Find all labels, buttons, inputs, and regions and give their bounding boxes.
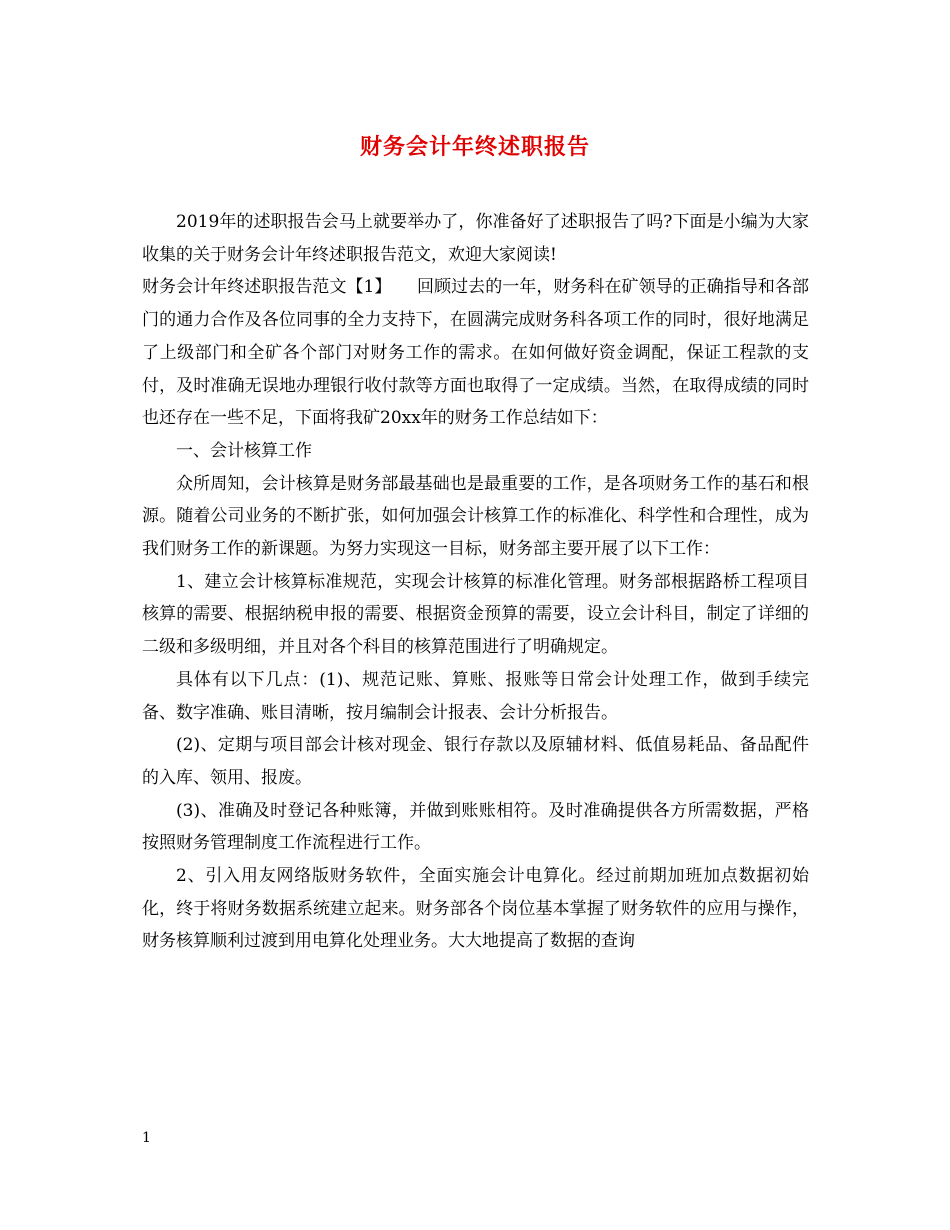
document-title: 财务会计年终述职报告 — [359, 134, 590, 160]
section-heading-accounting: 一、会计核算工作 — [176, 440, 312, 461]
page-number: 1 — [142, 1130, 151, 1146]
paragraph-item-2: 2、引入用友网络版财务软件，全面实施会计电算化。经过前期加班加点数据初始化，终于将财务数据系统建立起来。财务部各个岗位基本掌握了财务软件的应用与操作，财务核算顺利过渡到用电算化处理业务。大大地提高了数据的查询 — [142, 866, 809, 952]
paragraph-point-3: (3)、准确及时登记各种账簿，并做到账账相符。及时准确提供各方所需数据，严格按照财务管理制度工作流程进行工作。 — [142, 800, 809, 854]
paragraph-review: 财务会计年终述职报告范文【1】 回顾过去的一年，财务科在矿领导的正确指导和各部门的通力合作及各位同事的全力支持下，在圆满完成财务科各项工作的同时，很好地满足了上级部门和全矿各个部门对财务工作的需求。在如何做好资金调配，保证工程款的支付，及时准确无误地办理银行收付款等方面也取得了一定成绩。当然，在取得成绩的同时也还存在一些不足，下面将我矿20xx年的财务工作总结如下： — [142, 277, 809, 429]
paragraph-details: 具体有以下几点：(1)、规范记账、算账、报账等日常会计处理工作，做到手续完备、数字准确、账目清晰，按月编制会计报表、会计分析报告。 — [142, 669, 809, 723]
paragraph-point-2: (2)、定期与项目部会计核对现金、银行存款以及原辅材料、低值易耗品、备品配件的入库、领用、报废。 — [142, 735, 809, 788]
paragraph-accounting-overview: 众所周知，会计核算是财务部最基础也是最重要的工作，是各项财务工作的基石和根源。随着公司业务的不断扩张，如何加强会计核算工作的标准化、科学性和合理性，成为我们财务工作的新课题。为努力实现这一目标，财务部主要开展了以下工作： — [142, 473, 809, 560]
document-body — [142, 206, 809, 958]
paragraph-item-1: 1、建立会计核算标准规范，实现会计核算的标准化管理。财务部根据路桥工程项目核算的需要、根据纳税申报的需要、根据资金预算的需要，设立会计科目，制定了详细的二级和多级明细，并且对各个科目的核算范围进行了明确规定。 — [142, 571, 809, 658]
paragraph-intro: 2019年的述职报告会马上就要举办了，你准备好了述职报告了吗?下面是小编为大家收集的关于财务会计年终述职报告范文，欢迎大家阅读! — [142, 212, 809, 265]
